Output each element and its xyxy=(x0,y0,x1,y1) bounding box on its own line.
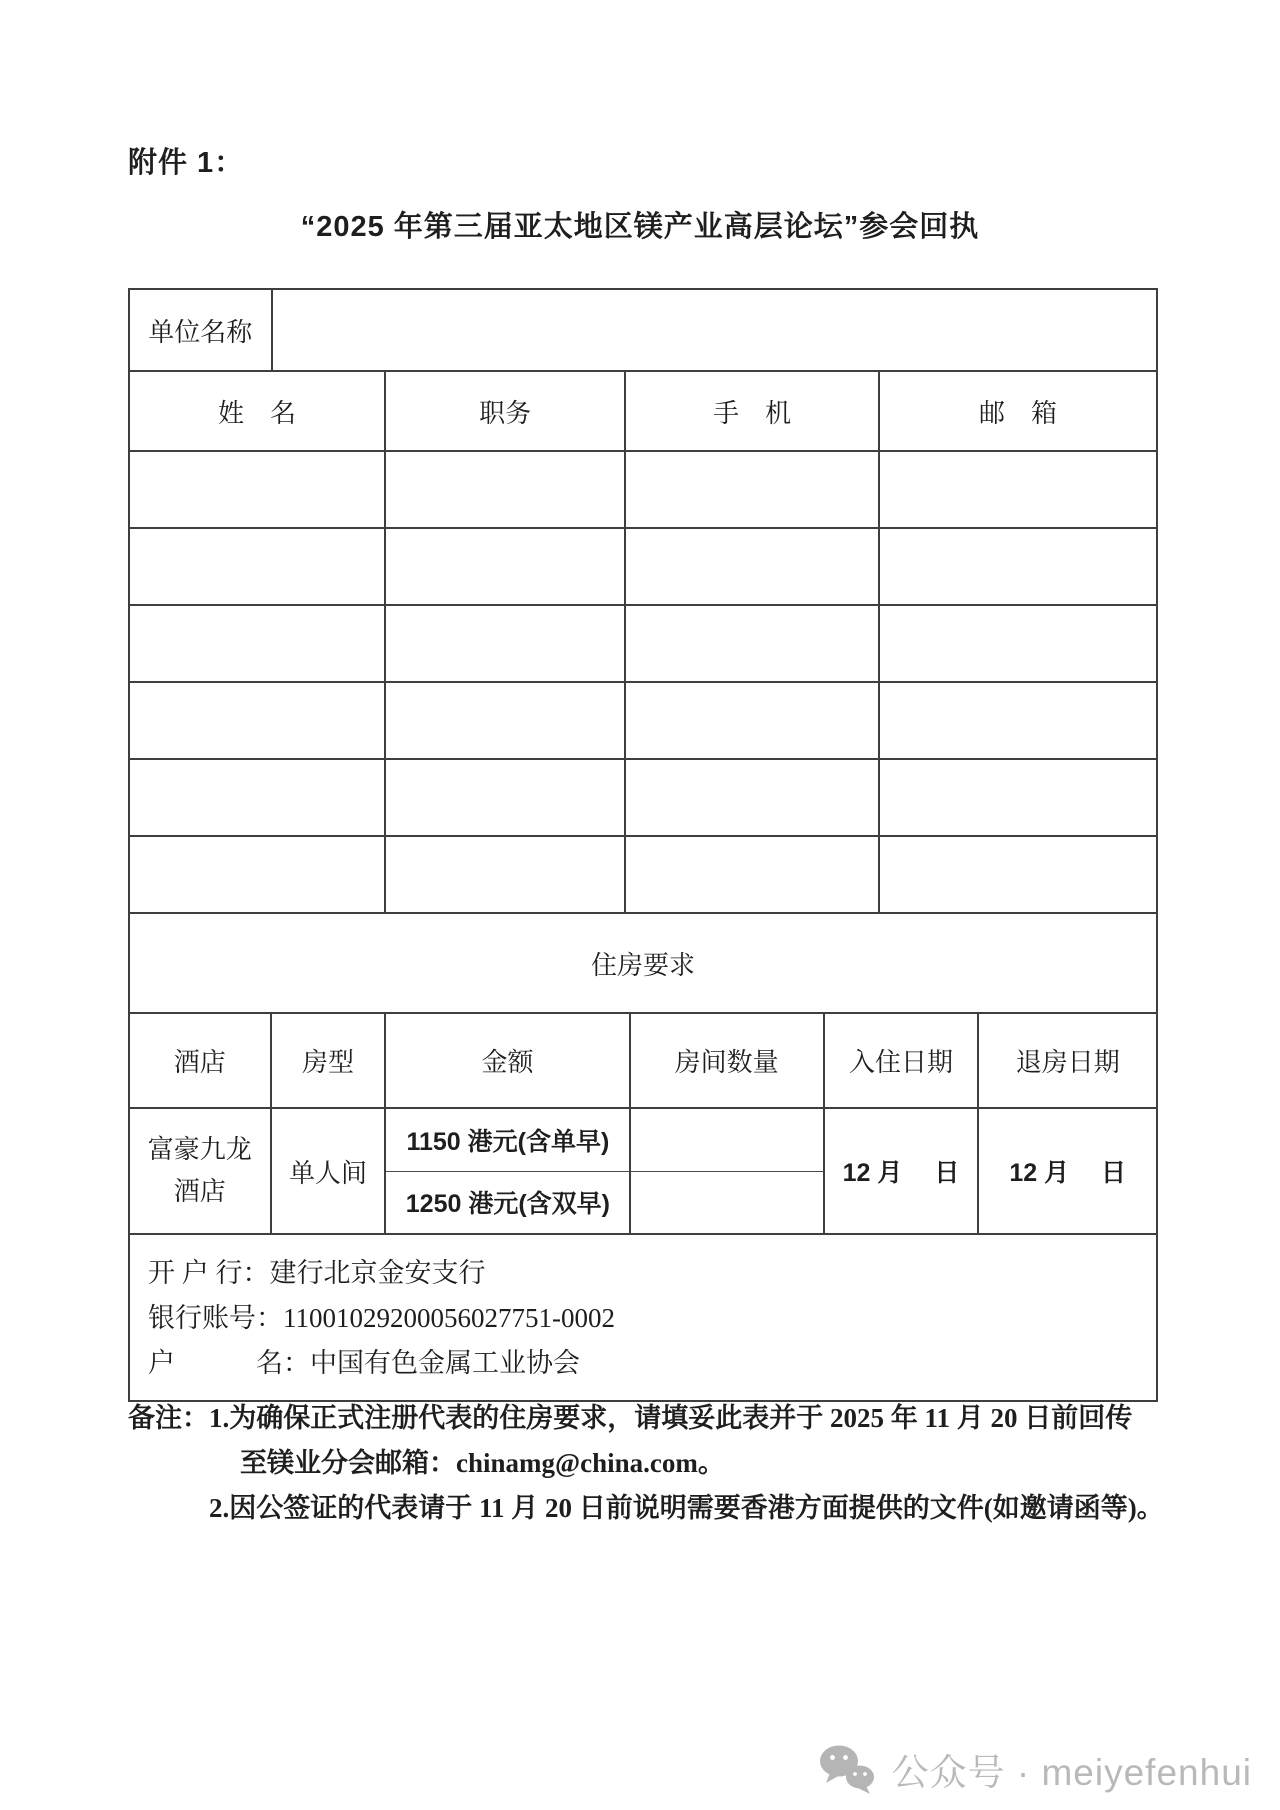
unit-name-row xyxy=(130,290,1156,370)
name-input-cell[interactable] xyxy=(130,837,384,912)
page-title: “2025 年第三届亚太地区镁产业高层论坛”参会回执 xyxy=(300,211,980,243)
price-option-1: 1150 港元(含单早) xyxy=(406,1127,610,1156)
unit-name-label: 单位名称 xyxy=(148,317,253,347)
housing-section-row xyxy=(130,912,1156,1012)
checkin-date-cell[interactable]: 12 月 日 xyxy=(823,1109,978,1233)
attendee-row xyxy=(130,527,1156,604)
col-header-hotel: 酒店 xyxy=(173,1048,226,1077)
name-input-cell[interactable] xyxy=(130,452,384,527)
note-item-2: 2.因公签证的代表请于 11 月 20 日前说明需要香港方面提供的文件(如邀请函等)。 xyxy=(209,1493,1164,1523)
col-header-email: 邮 箱 xyxy=(878,372,1156,450)
notes-block xyxy=(128,1396,1173,1531)
mobile-input-cell[interactable] xyxy=(624,452,878,527)
registration-form-table xyxy=(128,288,1158,1402)
col-header-checkout: 退房日期 xyxy=(977,1014,1156,1107)
hotel-row xyxy=(130,1107,1156,1233)
attendee-row xyxy=(130,835,1156,912)
email-input-cell[interactable] xyxy=(878,837,1156,912)
room-count-input-1[interactable] xyxy=(629,1109,822,1171)
price-subrow-2 xyxy=(386,1171,822,1234)
position-input-cell[interactable] xyxy=(384,606,624,681)
note-item-1-line-2: 至镁业分会邮箱：chinamg@china.com。 xyxy=(240,1448,725,1478)
bank-branch-line: 开 户 行：建行北京金安支行 xyxy=(148,1258,486,1288)
col-header-room-count: 房间数量 xyxy=(629,1014,823,1107)
bank-holder-line: 户 名：中国有色金属工业协会 xyxy=(148,1348,580,1378)
wechat-icon xyxy=(818,1744,876,1794)
name-input-cell[interactable] xyxy=(130,606,384,681)
watermark-text: 公众号 · meiyefenhui xyxy=(891,1752,1252,1793)
hotel-name-line2: 酒店 xyxy=(173,1177,226,1206)
mobile-input-cell[interactable] xyxy=(624,837,878,912)
hotel-name-line1: 富豪九龙 xyxy=(147,1135,252,1164)
notes-label: 备注： xyxy=(128,1403,209,1433)
email-input-cell[interactable] xyxy=(878,760,1156,835)
col-header-checkin: 入住日期 xyxy=(823,1014,978,1107)
attendee-row xyxy=(130,681,1156,758)
unit-name-input-cell[interactable] xyxy=(271,290,1156,370)
mobile-input-cell[interactable] xyxy=(624,760,878,835)
col-header-room-type: 房型 xyxy=(270,1014,385,1107)
price-subrow-1 xyxy=(386,1109,822,1171)
price-and-count-block xyxy=(384,1109,822,1233)
col-header-amount: 金额 xyxy=(384,1014,628,1107)
housing-section-title: 住房要求 xyxy=(590,950,695,980)
mobile-input-cell[interactable] xyxy=(624,606,878,681)
bank-info-row xyxy=(130,1233,1156,1400)
position-input-cell[interactable] xyxy=(384,683,624,758)
email-input-cell[interactable] xyxy=(878,683,1156,758)
col-header-position: 职务 xyxy=(384,372,624,450)
wechat-watermark xyxy=(818,1742,1252,1796)
col-header-name: 姓 名 xyxy=(218,398,297,428)
bank-info-cell xyxy=(130,1235,1156,1400)
mobile-input-cell[interactable] xyxy=(624,529,878,604)
email-input-cell[interactable] xyxy=(878,606,1156,681)
position-input-cell[interactable] xyxy=(384,760,624,835)
hotel-name xyxy=(130,1109,270,1233)
note-item-1-line-1: 1.为确保正式注册代表的住房要求，请填妥此表并于 2025 年 11 月 20 日前回传 xyxy=(209,1403,1133,1433)
col-header-mobile: 手 机 xyxy=(624,372,878,450)
mobile-input-cell[interactable] xyxy=(624,683,878,758)
price-option-2: 1250 港元(含双早) xyxy=(405,1190,610,1219)
checkout-date-cell[interactable]: 12 月 日 xyxy=(977,1109,1156,1233)
email-input-cell[interactable] xyxy=(878,452,1156,527)
bank-account-line: 银行账号：11001029200056027751-0002 xyxy=(148,1303,615,1333)
attendee-row xyxy=(130,450,1156,527)
attendee-row xyxy=(130,604,1156,681)
attendee-row xyxy=(130,758,1156,835)
room-count-input-2[interactable] xyxy=(629,1172,822,1234)
attachment-label: 附件 1： xyxy=(128,147,245,179)
name-input-cell[interactable] xyxy=(130,529,384,604)
name-input-cell[interactable] xyxy=(130,760,384,835)
attendee-header-row xyxy=(130,370,1156,450)
email-input-cell[interactable] xyxy=(878,529,1156,604)
position-input-cell[interactable] xyxy=(384,529,624,604)
position-input-cell[interactable] xyxy=(384,837,624,912)
name-input-cell[interactable] xyxy=(130,683,384,758)
position-input-cell[interactable] xyxy=(384,452,624,527)
room-type: 单人间 xyxy=(270,1109,385,1233)
housing-header-row xyxy=(130,1012,1156,1107)
